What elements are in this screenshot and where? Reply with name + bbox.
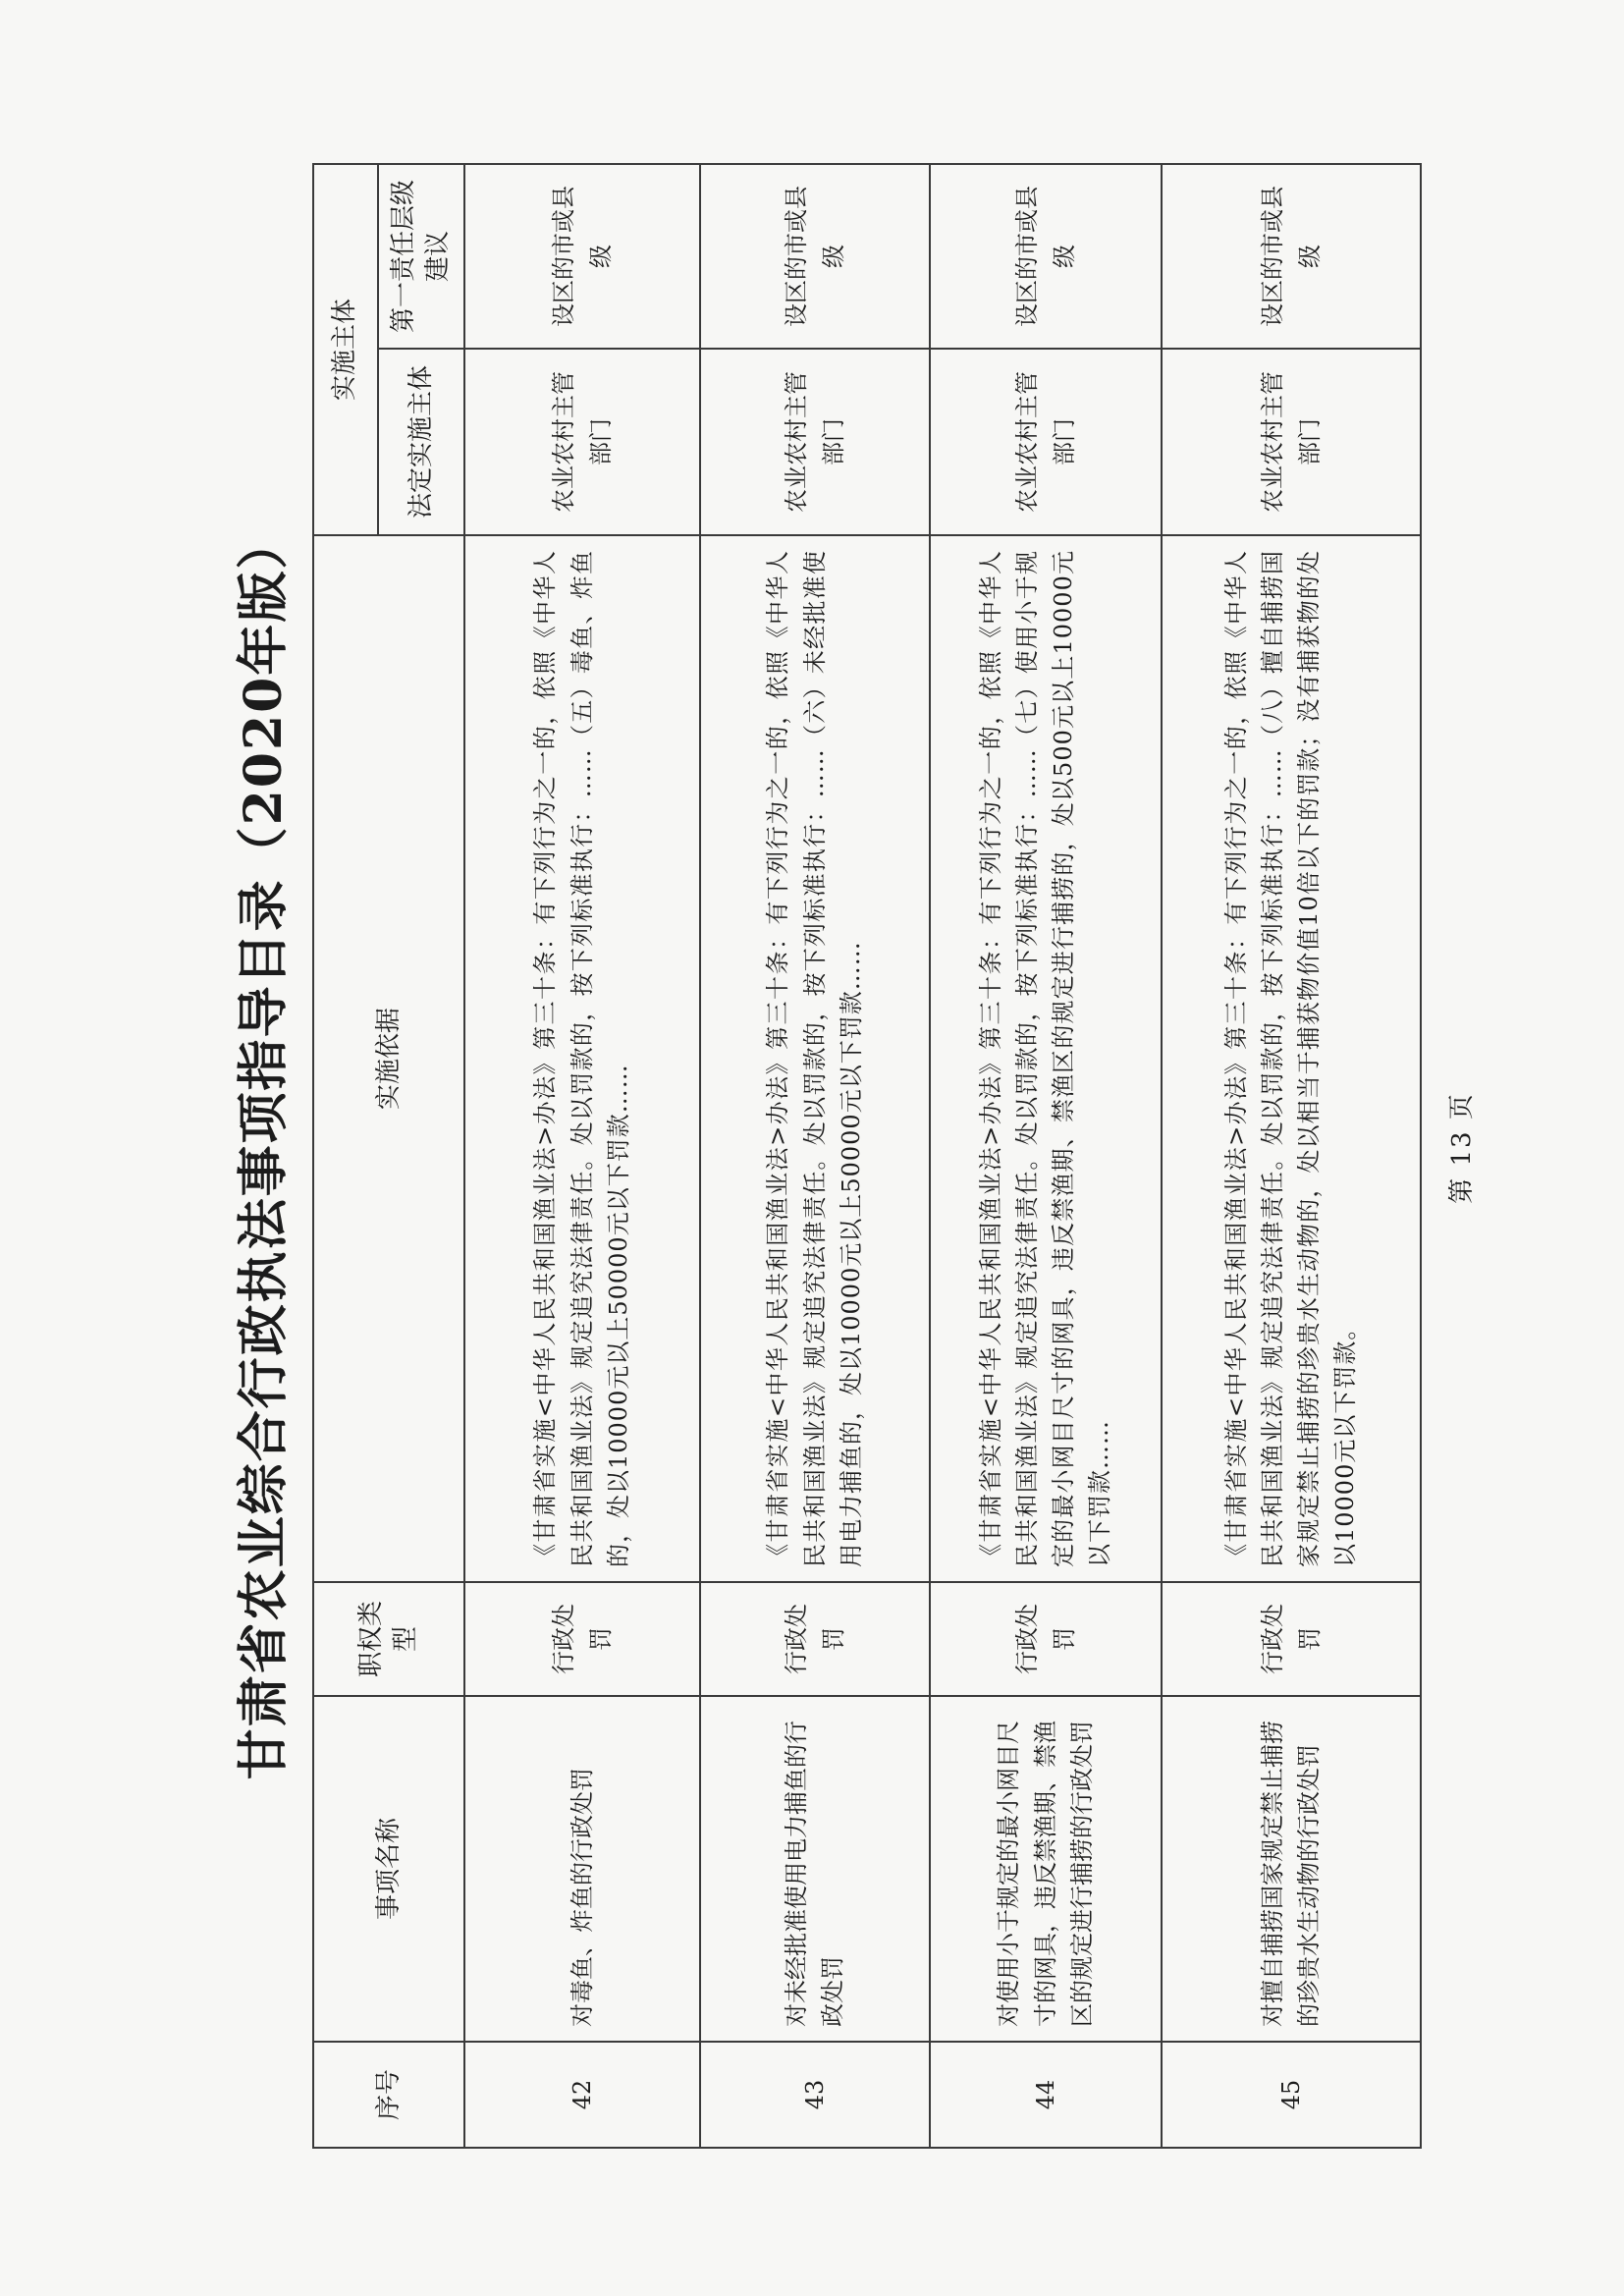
cell-name: 对毒鱼、炸鱼的行政处罚: [464, 1696, 700, 2042]
table-row: [700, 164, 930, 2148]
cell-type: 行政处罚: [700, 1582, 930, 1696]
table-row: [930, 164, 1162, 2148]
cell-first-level: 设区的市或县级: [464, 164, 700, 349]
cell-legal-entity: 农业农村主管部门: [930, 349, 1162, 535]
cell-basis: 《甘肃省实施<中华人民共和国渔业法>办法》第三十条：有下列行为之一的，依照《中华人民共和国渔业法》规定追究法律责任。处以罚款的，按下列标准执行：……（五）毒鱼、炸鱼的，处以10000元以上50000元以下罚款……: [464, 535, 700, 1582]
cell-name: 对未经批准使用电力捕鱼的行政处罚: [700, 1696, 930, 2042]
header-name: 事项名称: [313, 1696, 464, 2042]
cell-basis: 《甘肃省实施<中华人民共和国渔业法>办法》第三十条：有下列行为之一的，依照《中华人民共和国渔业法》规定追究法律责任。处以罚款的，按下列标准执行：……（八）擅自捕捞国家规定禁止捕捞的珍贵水生动物的，处以相当于捕获物价值10倍以下的罚款；没有捕获物的处以10000元以下罚款。: [1162, 535, 1421, 1582]
cell-type: 行政处罚: [930, 1582, 1162, 1696]
cell-type: 行政处罚: [464, 1582, 700, 1696]
header-basis: 实施依据: [313, 535, 464, 1582]
cell-first-level: 设区的市或县级: [700, 164, 930, 349]
document-title: 甘肃省农业综合行政执法事项指导目录（2020年版）: [234, 516, 294, 1780]
header-legal-entity: 法定实施主体: [378, 349, 464, 535]
header-entity: 实施主体: [313, 164, 378, 535]
page-number: 第 13 页: [1447, 1092, 1477, 1204]
cell-legal-entity: 农业农村主管部门: [464, 349, 700, 535]
header-row: [313, 164, 378, 2148]
cell-seq: 44: [930, 2042, 1162, 2148]
catalog-table: [312, 163, 1422, 2149]
cell-type: 行政处罚: [1162, 1582, 1421, 1696]
table-row: [1162, 164, 1421, 2148]
table-row: [464, 164, 700, 2148]
header-seq: 序号: [313, 2042, 464, 2148]
cell-basis: 《甘肃省实施<中华人民共和国渔业法>办法》第三十条：有下列行为之一的，依照《中华人民共和国渔业法》规定追究法律责任。处以罚款的，按下列标准执行：……（六）未经批准使用电力捕鱼的，处以10000元以上50000元以下罚款……: [700, 535, 930, 1582]
cell-basis: 《甘肃省实施<中华人民共和国渔业法>办法》第三十条：有下列行为之一的，依照《中华人民共和国渔业法》规定追究法律责任。处以罚款的，按下列标准执行：……（七）使用小于规定的最小网目尺寸的网具，违反禁渔期、禁渔区的规定进行捕捞的，处以500元以上10000元以下罚款……: [930, 535, 1162, 1582]
header-first-level: 第一责任层级建议: [378, 164, 464, 349]
cell-name: 对擅自捕捞国家规定禁止捕捞的珍贵水生动物的行政处罚: [1162, 1696, 1421, 2042]
cell-seq: 43: [700, 2042, 930, 2148]
cell-name: 对使用小于规定的最小网目尺寸的网具，违反禁渔期、禁渔区的规定进行捕捞的行政处罚: [930, 1696, 1162, 2042]
cell-first-level: 设区的市或县级: [1162, 164, 1421, 349]
cell-seq: 42: [464, 2042, 700, 2148]
cell-seq: 45: [1162, 2042, 1421, 2148]
cell-legal-entity: 农业农村主管部门: [700, 349, 930, 535]
header-type: 职权类型: [313, 1582, 464, 1696]
cell-legal-entity: 农业农村主管部门: [1162, 349, 1421, 535]
cell-first-level: 设区的市或县级: [930, 164, 1162, 349]
